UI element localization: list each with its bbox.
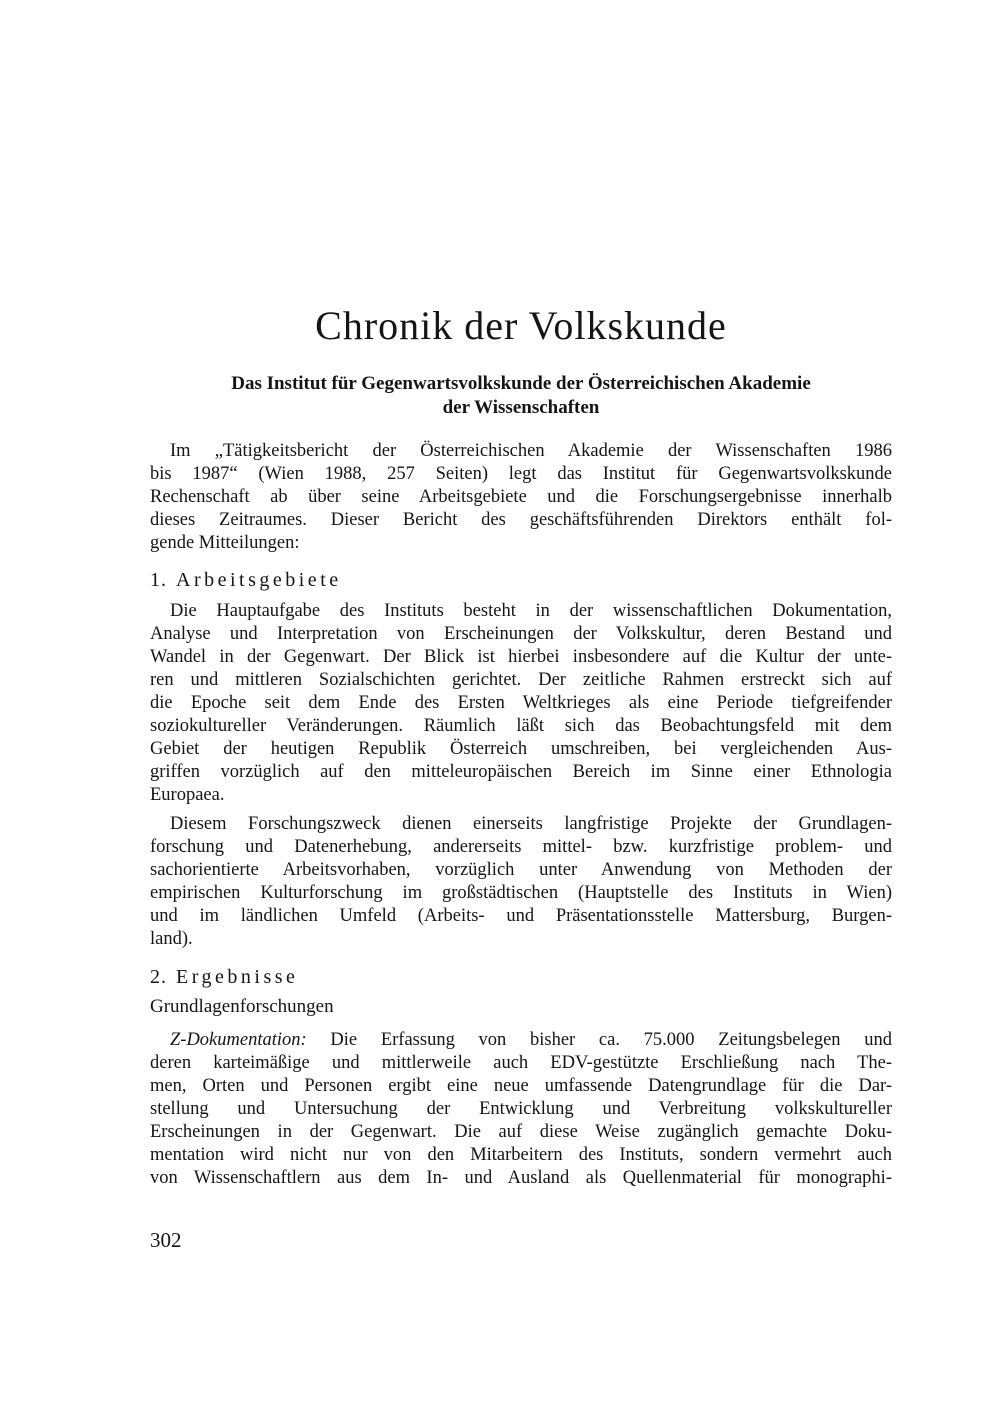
text-line: Erscheinungen in der Gegenwart. Die auf diese Weise zugänglich gemachte Doku-: [150, 1122, 892, 1142]
text-line: empirischen Kulturforschung im großstädtischen (Hauptstelle des Instituts in Wien): [150, 883, 892, 903]
text-line: Diesem Forschungszweck dienen einerseits langfristige Projekte der Grundlagen-: [170, 814, 892, 834]
text-line: bis 1987“ (Wien 1988, 257 Seiten) legt das Institut für Gegenwartsvolkskunde: [150, 464, 892, 484]
text-line: stellung und Untersuchung der Entwicklung und Verbreitung volkskultureller: [150, 1099, 892, 1119]
text-line: Rechenschaft ab über seine Arbeitsgebiete und die Forschungsergebnisse innerhalb: [150, 487, 892, 507]
section-heading-2: [150, 965, 298, 990]
paragraph-arbeitsgebiete-1: [150, 600, 892, 807]
text-line: von Wissenschaftlern aus dem In- und Ausland als Quellenmaterial für monographi-: [150, 1168, 892, 1188]
text-line: deren karteimäßige und mittlerweile auch EDV-gestützte Erschließung nach The-: [150, 1053, 892, 1073]
text-line: griffen vorzüglich auf den mitteleuropäischen Bereich im Sinne einer Ethnologia: [150, 762, 892, 782]
lead-line-rest: Die Erfassung von bisher ca. 75.000 Zeitungsbelegen und: [330, 1030, 892, 1050]
page-number: 302: [150, 1228, 182, 1252]
text-line: und im ländlichen Umfeld (Arbeits- und Präsentationsstelle Mattersburg, Burgen-: [150, 906, 892, 926]
italic-lead: Z-Dokumentation:: [170, 1030, 307, 1050]
text-line: Analyse und Interpretation von Erscheinungen der Volkskultur, deren Bestand und: [150, 624, 892, 644]
section-title: Ergebnisse: [176, 966, 299, 988]
text-line: die Epoche seit dem Ende des Ersten Weltkrieges als eine Periode tiefgreifender: [150, 693, 892, 713]
paragraph-intro: [150, 440, 892, 555]
text-line: Gebiet der heutigen Republik Österreich umschreiben, bei vergleichenden Aus-: [150, 739, 892, 759]
text-line: soziokultureller Veränderungen. Räumlich läßt sich das Beobachtungsfeld mit dem: [150, 716, 892, 736]
section-heading-1: [150, 568, 342, 593]
text-line: Die Hauptaufgabe des Instituts besteht in der wissenschaftlichen Dokumentation,: [170, 601, 892, 621]
text-line: Wandel in der Gegenwart. Der Blick ist hierbei insbesondere auf die Kultur der unte-: [150, 647, 892, 667]
text-line: land).: [150, 929, 193, 949]
text-line: men, Orten und Personen ergibt eine neue umfassende Datengrundlage für die Dar-: [150, 1076, 892, 1096]
text-line: gende Mitteilungen:: [150, 533, 300, 553]
subtitle-line-1: Das Institut für Gegenwartsvolkskunde der Österreichischen Akademie: [231, 373, 811, 394]
text-line: forschung und Datenerhebung, andererseits mittel- bzw. kurzfristige problem- und: [150, 837, 892, 857]
section-number: 1.: [150, 569, 167, 591]
paragraph-z-dokumentation: [150, 1029, 892, 1190]
text-line: [150, 1029, 892, 1052]
text-line: Europaea.: [150, 785, 225, 805]
section-title: Arbeitsgebiete: [176, 569, 342, 591]
section-number: 2.: [150, 966, 167, 988]
page-title: Chronik der Volkskunde: [315, 303, 727, 348]
text-line: dieses Zeitraumes. Dieser Bericht des geschäftsführenden Direktors enthält fol-: [150, 510, 892, 530]
paragraph-arbeitsgebiete-2: [150, 813, 892, 951]
subtitle-line-2: der Wissenschaften: [442, 397, 600, 418]
text-line: sachorientierte Arbeitsvorhaben, vorzüglich unter Anwendung von Methoden der: [150, 860, 892, 880]
subsection-heading: Grundlagenforschungen: [150, 996, 334, 1017]
page-subtitle: [150, 372, 892, 420]
text-line: ren und mittleren Sozialschichten gerichtet. Der zeitliche Rahmen erstreckt sich auf: [150, 670, 892, 690]
text-line: mentation wird nicht nur von den Mitarbeitern des Instituts, sondern vermehrt auch: [150, 1145, 892, 1165]
text-line: Im „Tätigkeitsbericht der Österreichischen Akademie der Wissenschaften 1986: [170, 441, 892, 461]
